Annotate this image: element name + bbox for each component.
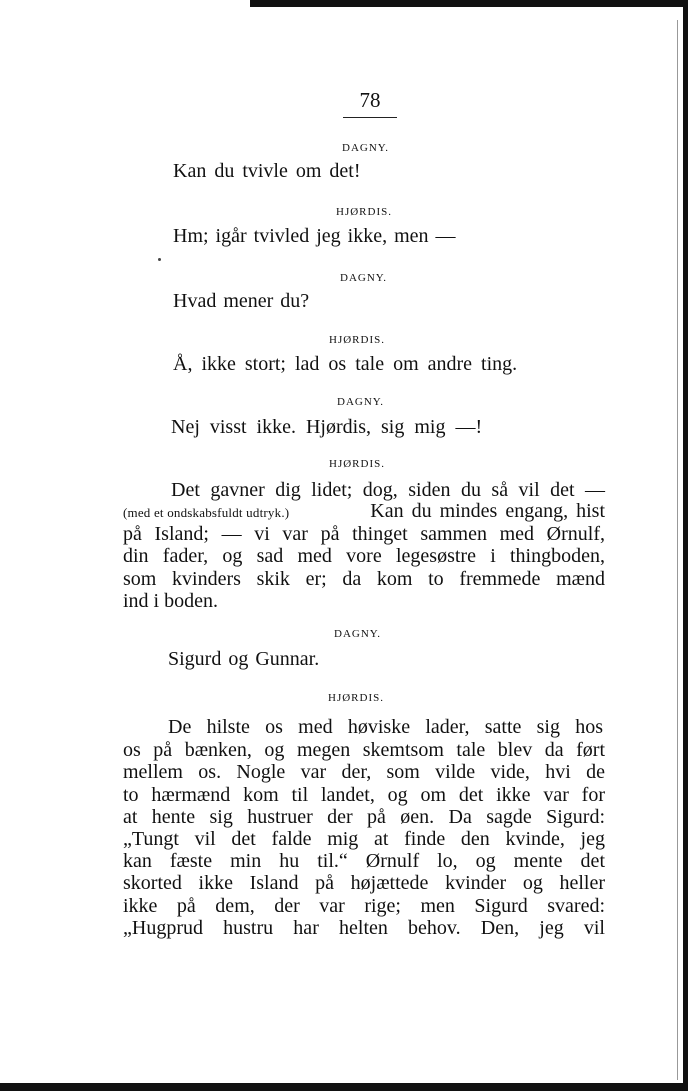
scan-edge-bottom: [0, 1083, 688, 1091]
dialogue-line: Hvad mener du?: [173, 290, 310, 312]
scan-edge-right: [683, 0, 688, 1091]
speech-line: din fader, og sad med vore legesøstre i thingboden,: [123, 545, 605, 567]
speech-line: Det gavner dig lidet; dog, siden du så vil det —: [171, 479, 605, 501]
page-number-rule: [343, 117, 397, 118]
speech-line: „Tungt vil det falde mig at finde den kvinde, jeg: [123, 828, 605, 850]
stage-direction: (med et ondskabsfuldt udtryk.): [123, 505, 290, 520]
speaker-dagny: DAGNY.: [337, 396, 385, 408]
dialogue-line: Nej visst ikke. Hjørdis, sig mig —!: [171, 416, 483, 438]
speech-line: Kan du mindes engang, hist: [370, 500, 605, 522]
dialogue-line: Hm; igår tvivled jeg ikke, men —: [173, 225, 456, 247]
speaker-dagny: DAGNY.: [342, 142, 390, 154]
speech-line: på Island; — vi var på thinget sammen med Ørnulf,: [123, 523, 605, 545]
dialogue-line: Sigurd og Gunnar.: [168, 648, 320, 670]
speaker-dagny: DAGNY.: [334, 628, 382, 640]
speech-line: kan fæste min hu til.“ Ørnulf lo, og mente det: [123, 850, 605, 872]
scan-edge-right-line: [677, 20, 678, 1080]
speech-line: mellem os. Nogle var der, som vilde vide, hvi de: [123, 761, 605, 783]
page-number: 78: [359, 88, 381, 112]
dialogue-line: Kan du tvivle om det!: [173, 160, 361, 182]
speaker-hjordis: HJØRDIS.: [329, 458, 385, 470]
speech-line-with-stage-direction: [123, 500, 605, 523]
speech-line: ind i boden.: [123, 590, 218, 612]
speech-line: De hilste os med høviske lader, satte sig hos: [168, 716, 603, 738]
speaker-hjordis: HJØRDIS.: [328, 692, 384, 704]
dialogue-line: Å, ikke stort; lad os tale om andre ting.: [173, 353, 518, 375]
scan-edge-top: [250, 0, 688, 7]
speech-line: at hente sig hustruer der på øen. Da sagde Sigurd:: [123, 806, 605, 828]
speech-line: „Hugprud hustru har helten behov. Den, jeg vil: [123, 917, 605, 939]
speech-line: skorted ikke Island på højættede kvinder og heller: [123, 872, 605, 894]
speaker-dagny: DAGNY.: [340, 272, 388, 284]
speaker-hjordis: HJØRDIS.: [336, 206, 392, 218]
speech-line: to hærmænd kom til landet, og om det ikke var for: [123, 784, 605, 806]
speech-line: os på bænken, og megen skemtsom tale blev da ført: [123, 739, 605, 761]
speech-line: ikke på dem, der var rige; men Sigurd svared:: [123, 895, 605, 917]
speech-line: som kvinders skik er; da kom to fremmede mænd: [123, 568, 605, 590]
scan-speck: [158, 258, 161, 261]
speaker-hjordis: HJØRDIS.: [329, 334, 385, 346]
